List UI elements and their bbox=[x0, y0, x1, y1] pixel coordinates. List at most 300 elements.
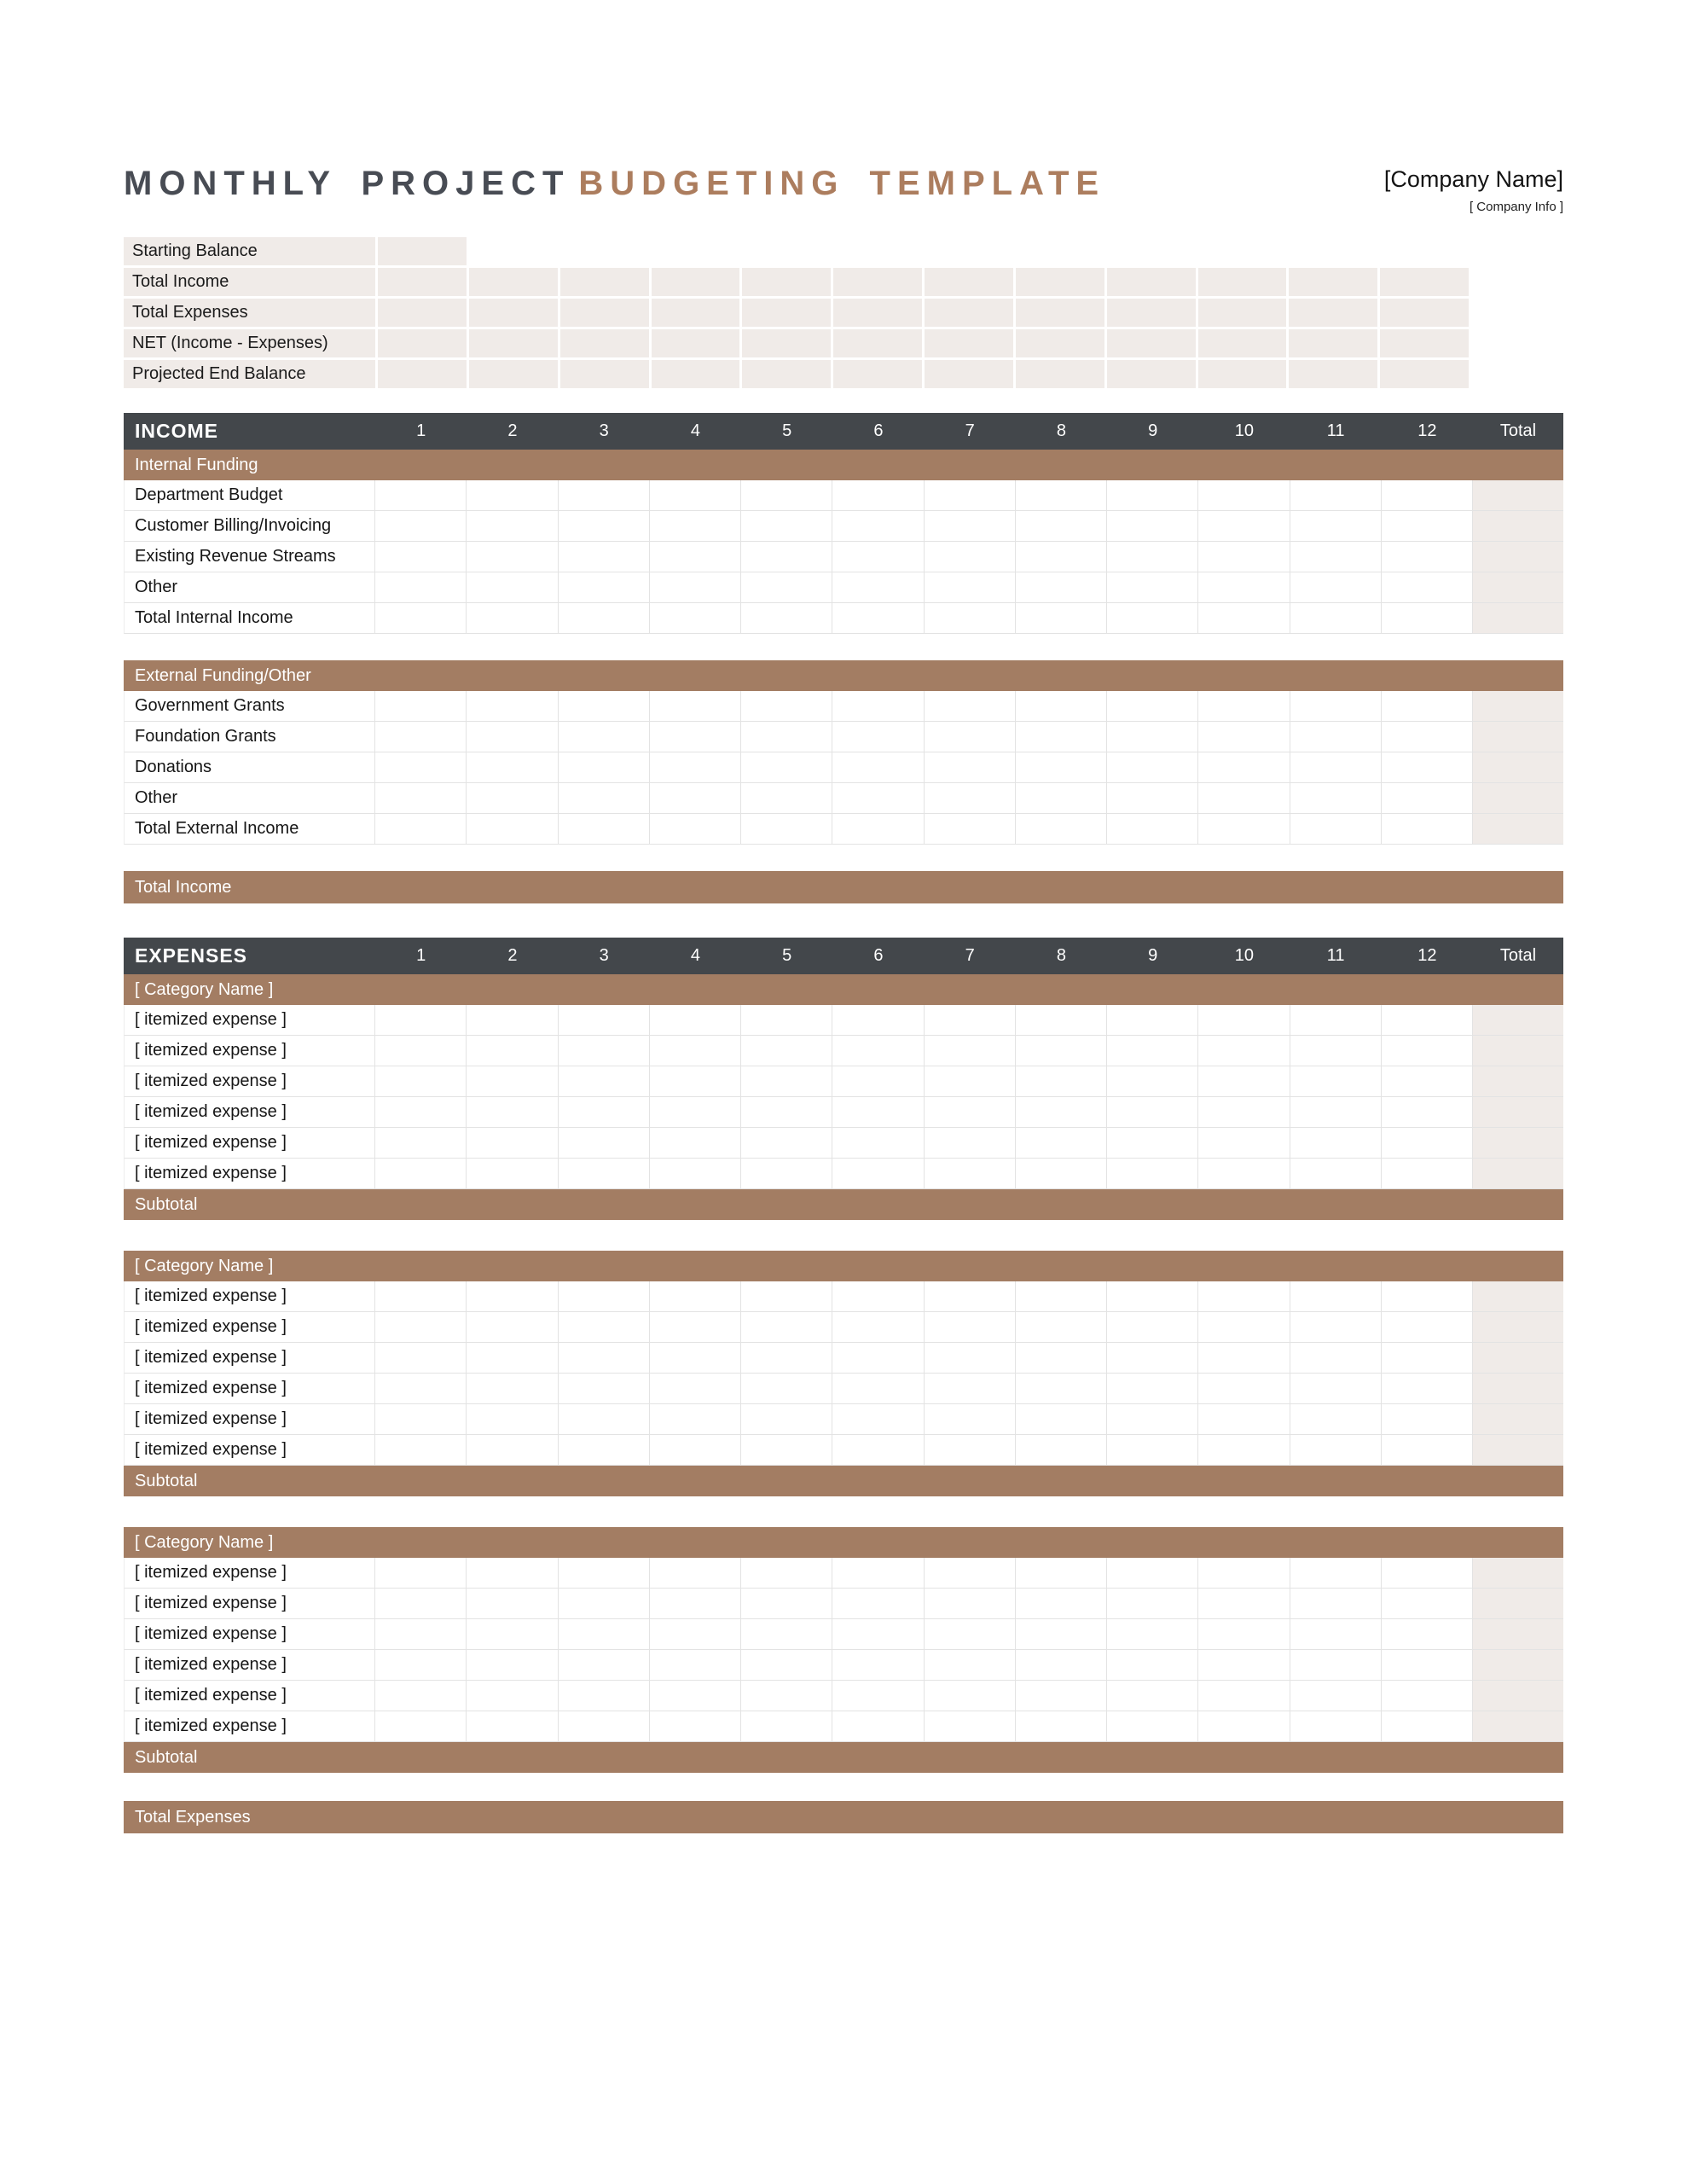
month-value-cell[interactable] bbox=[1382, 1036, 1473, 1066]
month-value-cell[interactable] bbox=[741, 1435, 832, 1466]
summary-value-cell[interactable] bbox=[1289, 299, 1377, 327]
month-value-cell[interactable] bbox=[741, 603, 832, 634]
month-value-cell[interactable] bbox=[741, 480, 832, 511]
month-value-cell[interactable] bbox=[1016, 542, 1107, 572]
month-value-cell[interactable] bbox=[1107, 1312, 1198, 1343]
summary-value-cell[interactable] bbox=[925, 299, 1013, 327]
month-value-cell[interactable] bbox=[559, 1312, 650, 1343]
month-value-cell[interactable] bbox=[1198, 1374, 1290, 1404]
total-value-cell[interactable] bbox=[1473, 1097, 1563, 1128]
month-value-cell[interactable] bbox=[1107, 1374, 1198, 1404]
month-value-cell[interactable] bbox=[375, 752, 467, 783]
month-value-cell[interactable] bbox=[1382, 1005, 1473, 1036]
month-value-cell[interactable] bbox=[1016, 1005, 1107, 1036]
month-value-cell[interactable] bbox=[741, 1005, 832, 1036]
month-value-cell[interactable] bbox=[650, 1435, 741, 1466]
month-value-cell[interactable] bbox=[1107, 752, 1198, 783]
total-value-cell[interactable] bbox=[1473, 1312, 1563, 1343]
month-value-cell[interactable] bbox=[467, 691, 558, 722]
month-value-cell[interactable] bbox=[925, 1374, 1016, 1404]
total-value-cell[interactable] bbox=[1473, 542, 1563, 572]
month-value-cell[interactable] bbox=[375, 572, 467, 603]
total-value-cell[interactable] bbox=[1473, 722, 1563, 752]
month-value-cell[interactable] bbox=[559, 1711, 650, 1742]
month-value-cell[interactable] bbox=[467, 1036, 558, 1066]
month-value-cell[interactable] bbox=[1382, 542, 1473, 572]
month-value-cell[interactable] bbox=[1107, 1097, 1198, 1128]
total-value-cell[interactable] bbox=[1473, 572, 1563, 603]
summary-value-cell[interactable] bbox=[833, 299, 922, 327]
month-value-cell[interactable] bbox=[559, 1435, 650, 1466]
month-value-cell[interactable] bbox=[1382, 1619, 1473, 1650]
month-value-cell[interactable] bbox=[925, 1404, 1016, 1435]
month-value-cell[interactable] bbox=[741, 511, 832, 542]
month-value-cell[interactable] bbox=[741, 1343, 832, 1374]
summary-value-cell[interactable] bbox=[1107, 299, 1196, 327]
month-value-cell[interactable] bbox=[559, 1650, 650, 1681]
month-value-cell[interactable] bbox=[832, 1343, 924, 1374]
month-value-cell[interactable] bbox=[375, 1066, 467, 1097]
total-value-cell[interactable] bbox=[1473, 1435, 1563, 1466]
month-value-cell[interactable] bbox=[741, 814, 832, 845]
month-value-cell[interactable] bbox=[832, 1159, 924, 1189]
month-value-cell[interactable] bbox=[1107, 572, 1198, 603]
month-value-cell[interactable] bbox=[1198, 1558, 1290, 1589]
month-value-cell[interactable] bbox=[832, 1681, 924, 1711]
month-value-cell[interactable] bbox=[1290, 1650, 1382, 1681]
month-value-cell[interactable] bbox=[1290, 783, 1382, 814]
total-value-cell[interactable] bbox=[1473, 1159, 1563, 1189]
month-value-cell[interactable] bbox=[832, 691, 924, 722]
month-value-cell[interactable] bbox=[467, 722, 558, 752]
total-value-cell[interactable] bbox=[1473, 814, 1563, 845]
month-value-cell[interactable] bbox=[832, 1619, 924, 1650]
month-value-cell[interactable] bbox=[925, 814, 1016, 845]
month-value-cell[interactable] bbox=[375, 1435, 467, 1466]
month-value-cell[interactable] bbox=[650, 603, 741, 634]
month-value-cell[interactable] bbox=[925, 1681, 1016, 1711]
month-value-cell[interactable] bbox=[375, 511, 467, 542]
month-value-cell[interactable] bbox=[467, 1159, 558, 1189]
summary-value-cell[interactable] bbox=[833, 329, 922, 357]
month-value-cell[interactable] bbox=[1382, 814, 1473, 845]
month-value-cell[interactable] bbox=[467, 1619, 558, 1650]
total-value-cell[interactable] bbox=[1473, 1558, 1563, 1589]
month-value-cell[interactable] bbox=[925, 1650, 1016, 1681]
month-value-cell[interactable] bbox=[1016, 1619, 1107, 1650]
month-value-cell[interactable] bbox=[741, 783, 832, 814]
month-value-cell[interactable] bbox=[1016, 1312, 1107, 1343]
month-value-cell[interactable] bbox=[1016, 572, 1107, 603]
month-value-cell[interactable] bbox=[741, 1650, 832, 1681]
month-value-cell[interactable] bbox=[1382, 1281, 1473, 1312]
month-value-cell[interactable] bbox=[741, 1312, 832, 1343]
month-value-cell[interactable] bbox=[375, 814, 467, 845]
month-value-cell[interactable] bbox=[1198, 1159, 1290, 1189]
month-value-cell[interactable] bbox=[1016, 1281, 1107, 1312]
month-value-cell[interactable] bbox=[1107, 511, 1198, 542]
month-value-cell[interactable] bbox=[741, 752, 832, 783]
summary-value-cell[interactable] bbox=[378, 299, 467, 327]
month-value-cell[interactable] bbox=[1016, 1558, 1107, 1589]
month-value-cell[interactable] bbox=[467, 1281, 558, 1312]
month-value-cell[interactable] bbox=[741, 542, 832, 572]
month-value-cell[interactable] bbox=[1107, 1005, 1198, 1036]
month-value-cell[interactable] bbox=[1290, 1036, 1382, 1066]
month-value-cell[interactable] bbox=[375, 1650, 467, 1681]
month-value-cell[interactable] bbox=[1107, 603, 1198, 634]
month-value-cell[interactable] bbox=[467, 1005, 558, 1036]
month-value-cell[interactable] bbox=[559, 1619, 650, 1650]
month-value-cell[interactable] bbox=[741, 722, 832, 752]
month-value-cell[interactable] bbox=[1382, 1343, 1473, 1374]
summary-value-cell[interactable] bbox=[742, 299, 831, 327]
month-value-cell[interactable] bbox=[925, 1343, 1016, 1374]
month-value-cell[interactable] bbox=[1107, 1619, 1198, 1650]
total-value-cell[interactable] bbox=[1473, 1374, 1563, 1404]
month-value-cell[interactable] bbox=[1016, 1097, 1107, 1128]
month-value-cell[interactable] bbox=[375, 1281, 467, 1312]
month-value-cell[interactable] bbox=[467, 1097, 558, 1128]
month-value-cell[interactable] bbox=[1382, 1312, 1473, 1343]
month-value-cell[interactable] bbox=[1198, 1005, 1290, 1036]
month-value-cell[interactable] bbox=[467, 752, 558, 783]
month-value-cell[interactable] bbox=[1198, 511, 1290, 542]
month-value-cell[interactable] bbox=[741, 1404, 832, 1435]
month-value-cell[interactable] bbox=[559, 691, 650, 722]
total-value-cell[interactable] bbox=[1473, 691, 1563, 722]
month-value-cell[interactable] bbox=[467, 1681, 558, 1711]
summary-value-cell[interactable] bbox=[1107, 268, 1196, 296]
month-value-cell[interactable] bbox=[1290, 511, 1382, 542]
month-value-cell[interactable] bbox=[467, 603, 558, 634]
month-value-cell[interactable] bbox=[1016, 1650, 1107, 1681]
month-value-cell[interactable] bbox=[650, 1619, 741, 1650]
month-value-cell[interactable] bbox=[1290, 1619, 1382, 1650]
month-value-cell[interactable] bbox=[1290, 1128, 1382, 1159]
month-value-cell[interactable] bbox=[832, 572, 924, 603]
month-value-cell[interactable] bbox=[1382, 1128, 1473, 1159]
summary-value-cell[interactable] bbox=[1107, 329, 1196, 357]
month-value-cell[interactable] bbox=[559, 1281, 650, 1312]
month-value-cell[interactable] bbox=[650, 1650, 741, 1681]
summary-value-cell[interactable] bbox=[469, 360, 558, 388]
month-value-cell[interactable] bbox=[559, 1066, 650, 1097]
month-value-cell[interactable] bbox=[650, 783, 741, 814]
summary-value-cell[interactable] bbox=[925, 360, 1013, 388]
month-value-cell[interactable] bbox=[925, 1128, 1016, 1159]
month-value-cell[interactable] bbox=[832, 783, 924, 814]
month-value-cell[interactable] bbox=[1107, 1650, 1198, 1681]
month-value-cell[interactable] bbox=[1382, 1558, 1473, 1589]
month-value-cell[interactable] bbox=[467, 1711, 558, 1742]
month-value-cell[interactable] bbox=[1198, 1281, 1290, 1312]
month-value-cell[interactable] bbox=[650, 1343, 741, 1374]
month-value-cell[interactable] bbox=[1107, 691, 1198, 722]
month-value-cell[interactable] bbox=[467, 1558, 558, 1589]
summary-value-cell[interactable] bbox=[652, 299, 740, 327]
month-value-cell[interactable] bbox=[741, 1711, 832, 1742]
month-value-cell[interactable] bbox=[1382, 691, 1473, 722]
month-value-cell[interactable] bbox=[832, 1558, 924, 1589]
month-value-cell[interactable] bbox=[1107, 1681, 1198, 1711]
month-value-cell[interactable] bbox=[1198, 722, 1290, 752]
month-value-cell[interactable] bbox=[1107, 1435, 1198, 1466]
month-value-cell[interactable] bbox=[1198, 1404, 1290, 1435]
summary-value-cell[interactable] bbox=[378, 329, 467, 357]
month-value-cell[interactable] bbox=[1198, 752, 1290, 783]
month-value-cell[interactable] bbox=[925, 1005, 1016, 1036]
month-value-cell[interactable] bbox=[1107, 1589, 1198, 1619]
month-value-cell[interactable] bbox=[650, 1036, 741, 1066]
summary-value-cell[interactable] bbox=[652, 268, 740, 296]
total-value-cell[interactable] bbox=[1473, 1036, 1563, 1066]
month-value-cell[interactable] bbox=[467, 1404, 558, 1435]
summary-value-cell[interactable] bbox=[742, 360, 831, 388]
month-value-cell[interactable] bbox=[375, 1097, 467, 1128]
month-value-cell[interactable] bbox=[559, 752, 650, 783]
month-value-cell[interactable] bbox=[1382, 1681, 1473, 1711]
month-value-cell[interactable] bbox=[1016, 1128, 1107, 1159]
month-value-cell[interactable] bbox=[832, 511, 924, 542]
month-value-cell[interactable] bbox=[1198, 1619, 1290, 1650]
summary-value-cell[interactable] bbox=[1380, 268, 1469, 296]
month-value-cell[interactable] bbox=[467, 1435, 558, 1466]
total-value-cell[interactable] bbox=[1473, 1343, 1563, 1374]
month-value-cell[interactable] bbox=[650, 1066, 741, 1097]
month-value-cell[interactable] bbox=[650, 1558, 741, 1589]
summary-value-cell[interactable] bbox=[1289, 329, 1377, 357]
month-value-cell[interactable] bbox=[832, 1005, 924, 1036]
month-value-cell[interactable] bbox=[1107, 1404, 1198, 1435]
month-value-cell[interactable] bbox=[375, 783, 467, 814]
month-value-cell[interactable] bbox=[1290, 1343, 1382, 1374]
month-value-cell[interactable] bbox=[741, 1374, 832, 1404]
month-value-cell[interactable] bbox=[1290, 814, 1382, 845]
month-value-cell[interactable] bbox=[375, 1619, 467, 1650]
month-value-cell[interactable] bbox=[1107, 1711, 1198, 1742]
summary-value-cell[interactable] bbox=[378, 360, 467, 388]
month-value-cell[interactable] bbox=[1016, 1066, 1107, 1097]
month-value-cell[interactable] bbox=[559, 814, 650, 845]
month-value-cell[interactable] bbox=[467, 1312, 558, 1343]
total-value-cell[interactable] bbox=[1473, 752, 1563, 783]
month-value-cell[interactable] bbox=[832, 752, 924, 783]
summary-value-cell[interactable] bbox=[1016, 299, 1104, 327]
summary-value-cell[interactable] bbox=[560, 360, 649, 388]
month-value-cell[interactable] bbox=[1198, 691, 1290, 722]
month-value-cell[interactable] bbox=[925, 752, 1016, 783]
total-value-cell[interactable] bbox=[1473, 1128, 1563, 1159]
month-value-cell[interactable] bbox=[1107, 1281, 1198, 1312]
summary-value-cell[interactable] bbox=[469, 268, 558, 296]
month-value-cell[interactable] bbox=[1198, 1589, 1290, 1619]
month-value-cell[interactable] bbox=[1290, 1005, 1382, 1036]
month-value-cell[interactable] bbox=[559, 1343, 650, 1374]
month-value-cell[interactable] bbox=[1016, 1036, 1107, 1066]
total-value-cell[interactable] bbox=[1473, 1619, 1563, 1650]
month-value-cell[interactable] bbox=[925, 1435, 1016, 1466]
month-value-cell[interactable] bbox=[925, 1281, 1016, 1312]
month-value-cell[interactable] bbox=[1290, 1374, 1382, 1404]
month-value-cell[interactable] bbox=[559, 1374, 650, 1404]
month-value-cell[interactable] bbox=[650, 542, 741, 572]
month-value-cell[interactable] bbox=[925, 1619, 1016, 1650]
month-value-cell[interactable] bbox=[375, 1404, 467, 1435]
month-value-cell[interactable] bbox=[559, 1159, 650, 1189]
month-value-cell[interactable] bbox=[832, 1404, 924, 1435]
month-value-cell[interactable] bbox=[925, 542, 1016, 572]
month-value-cell[interactable] bbox=[650, 1159, 741, 1189]
month-value-cell[interactable] bbox=[1016, 1435, 1107, 1466]
month-value-cell[interactable] bbox=[559, 480, 650, 511]
month-value-cell[interactable] bbox=[1016, 1374, 1107, 1404]
month-value-cell[interactable] bbox=[467, 814, 558, 845]
month-value-cell[interactable] bbox=[1016, 1404, 1107, 1435]
month-value-cell[interactable] bbox=[925, 1036, 1016, 1066]
month-value-cell[interactable] bbox=[1382, 572, 1473, 603]
summary-value-cell[interactable] bbox=[652, 360, 740, 388]
month-value-cell[interactable] bbox=[1198, 572, 1290, 603]
month-value-cell[interactable] bbox=[375, 480, 467, 511]
summary-value-cell[interactable] bbox=[652, 329, 740, 357]
month-value-cell[interactable] bbox=[559, 511, 650, 542]
month-value-cell[interactable] bbox=[741, 1281, 832, 1312]
month-value-cell[interactable] bbox=[375, 1374, 467, 1404]
month-value-cell[interactable] bbox=[832, 1435, 924, 1466]
month-value-cell[interactable] bbox=[559, 1097, 650, 1128]
summary-value-cell[interactable] bbox=[1198, 360, 1287, 388]
month-value-cell[interactable] bbox=[1107, 814, 1198, 845]
month-value-cell[interactable] bbox=[467, 542, 558, 572]
month-value-cell[interactable] bbox=[1290, 1589, 1382, 1619]
month-value-cell[interactable] bbox=[375, 542, 467, 572]
month-value-cell[interactable] bbox=[650, 1404, 741, 1435]
month-value-cell[interactable] bbox=[467, 1589, 558, 1619]
month-value-cell[interactable] bbox=[832, 1711, 924, 1742]
month-value-cell[interactable] bbox=[1198, 1312, 1290, 1343]
month-value-cell[interactable] bbox=[1290, 752, 1382, 783]
month-value-cell[interactable] bbox=[1198, 1711, 1290, 1742]
summary-value-cell[interactable] bbox=[925, 268, 1013, 296]
month-value-cell[interactable] bbox=[1016, 480, 1107, 511]
summary-value-cell[interactable] bbox=[469, 299, 558, 327]
month-value-cell[interactable] bbox=[1198, 783, 1290, 814]
month-value-cell[interactable] bbox=[650, 1005, 741, 1036]
summary-value-cell[interactable] bbox=[833, 268, 922, 296]
month-value-cell[interactable] bbox=[925, 511, 1016, 542]
month-value-cell[interactable] bbox=[375, 691, 467, 722]
month-value-cell[interactable] bbox=[741, 1066, 832, 1097]
month-value-cell[interactable] bbox=[1382, 752, 1473, 783]
month-value-cell[interactable] bbox=[832, 603, 924, 634]
total-value-cell[interactable] bbox=[1473, 603, 1563, 634]
total-value-cell[interactable] bbox=[1473, 511, 1563, 542]
month-value-cell[interactable] bbox=[375, 1128, 467, 1159]
summary-value-cell[interactable] bbox=[1016, 268, 1104, 296]
month-value-cell[interactable] bbox=[1198, 1650, 1290, 1681]
month-value-cell[interactable] bbox=[650, 1711, 741, 1742]
month-value-cell[interactable] bbox=[1290, 1681, 1382, 1711]
summary-value-cell[interactable] bbox=[1380, 299, 1469, 327]
month-value-cell[interactable] bbox=[1382, 1066, 1473, 1097]
month-value-cell[interactable] bbox=[375, 1312, 467, 1343]
month-value-cell[interactable] bbox=[559, 1036, 650, 1066]
month-value-cell[interactable] bbox=[741, 691, 832, 722]
month-value-cell[interactable] bbox=[1290, 1312, 1382, 1343]
summary-value-cell[interactable] bbox=[1289, 360, 1377, 388]
summary-value-cell[interactable] bbox=[742, 268, 831, 296]
month-value-cell[interactable] bbox=[1290, 722, 1382, 752]
month-value-cell[interactable] bbox=[1382, 1589, 1473, 1619]
summary-value-cell[interactable] bbox=[1016, 360, 1104, 388]
month-value-cell[interactable] bbox=[925, 1558, 1016, 1589]
month-value-cell[interactable] bbox=[467, 1066, 558, 1097]
month-value-cell[interactable] bbox=[1290, 1435, 1382, 1466]
month-value-cell[interactable] bbox=[1107, 480, 1198, 511]
month-value-cell[interactable] bbox=[467, 1343, 558, 1374]
month-value-cell[interactable] bbox=[1290, 603, 1382, 634]
month-value-cell[interactable] bbox=[559, 1558, 650, 1589]
summary-value-cell[interactable] bbox=[1198, 329, 1287, 357]
month-value-cell[interactable] bbox=[1107, 783, 1198, 814]
month-value-cell[interactable] bbox=[650, 691, 741, 722]
summary-value-cell[interactable] bbox=[1016, 329, 1104, 357]
month-value-cell[interactable] bbox=[925, 1711, 1016, 1742]
month-value-cell[interactable] bbox=[1016, 814, 1107, 845]
total-value-cell[interactable] bbox=[1473, 480, 1563, 511]
month-value-cell[interactable] bbox=[467, 511, 558, 542]
month-value-cell[interactable] bbox=[559, 1005, 650, 1036]
month-value-cell[interactable] bbox=[1290, 1159, 1382, 1189]
month-value-cell[interactable] bbox=[1198, 1128, 1290, 1159]
month-value-cell[interactable] bbox=[1016, 1681, 1107, 1711]
month-value-cell[interactable] bbox=[925, 691, 1016, 722]
month-value-cell[interactable] bbox=[650, 1374, 741, 1404]
month-value-cell[interactable] bbox=[559, 572, 650, 603]
month-value-cell[interactable] bbox=[375, 722, 467, 752]
month-value-cell[interactable] bbox=[832, 480, 924, 511]
month-value-cell[interactable] bbox=[832, 722, 924, 752]
month-value-cell[interactable] bbox=[741, 1681, 832, 1711]
summary-value-cell[interactable] bbox=[1107, 360, 1196, 388]
month-value-cell[interactable] bbox=[832, 1650, 924, 1681]
month-value-cell[interactable] bbox=[650, 1681, 741, 1711]
month-value-cell[interactable] bbox=[925, 1159, 1016, 1189]
total-value-cell[interactable] bbox=[1473, 1650, 1563, 1681]
month-value-cell[interactable] bbox=[467, 783, 558, 814]
month-value-cell[interactable] bbox=[1107, 1159, 1198, 1189]
month-value-cell[interactable] bbox=[1290, 1097, 1382, 1128]
month-value-cell[interactable] bbox=[741, 1589, 832, 1619]
month-value-cell[interactable] bbox=[375, 1711, 467, 1742]
total-value-cell[interactable] bbox=[1473, 1711, 1563, 1742]
month-value-cell[interactable] bbox=[650, 1281, 741, 1312]
month-value-cell[interactable] bbox=[1107, 1066, 1198, 1097]
month-value-cell[interactable] bbox=[1290, 691, 1382, 722]
total-value-cell[interactable] bbox=[1473, 1404, 1563, 1435]
month-value-cell[interactable] bbox=[467, 1374, 558, 1404]
month-value-cell[interactable] bbox=[832, 1589, 924, 1619]
month-value-cell[interactable] bbox=[1382, 1711, 1473, 1742]
month-value-cell[interactable] bbox=[1016, 691, 1107, 722]
month-value-cell[interactable] bbox=[925, 1097, 1016, 1128]
month-value-cell[interactable] bbox=[1107, 542, 1198, 572]
month-value-cell[interactable] bbox=[375, 1159, 467, 1189]
month-value-cell[interactable] bbox=[1290, 572, 1382, 603]
month-value-cell[interactable] bbox=[650, 511, 741, 542]
month-value-cell[interactable] bbox=[467, 1650, 558, 1681]
